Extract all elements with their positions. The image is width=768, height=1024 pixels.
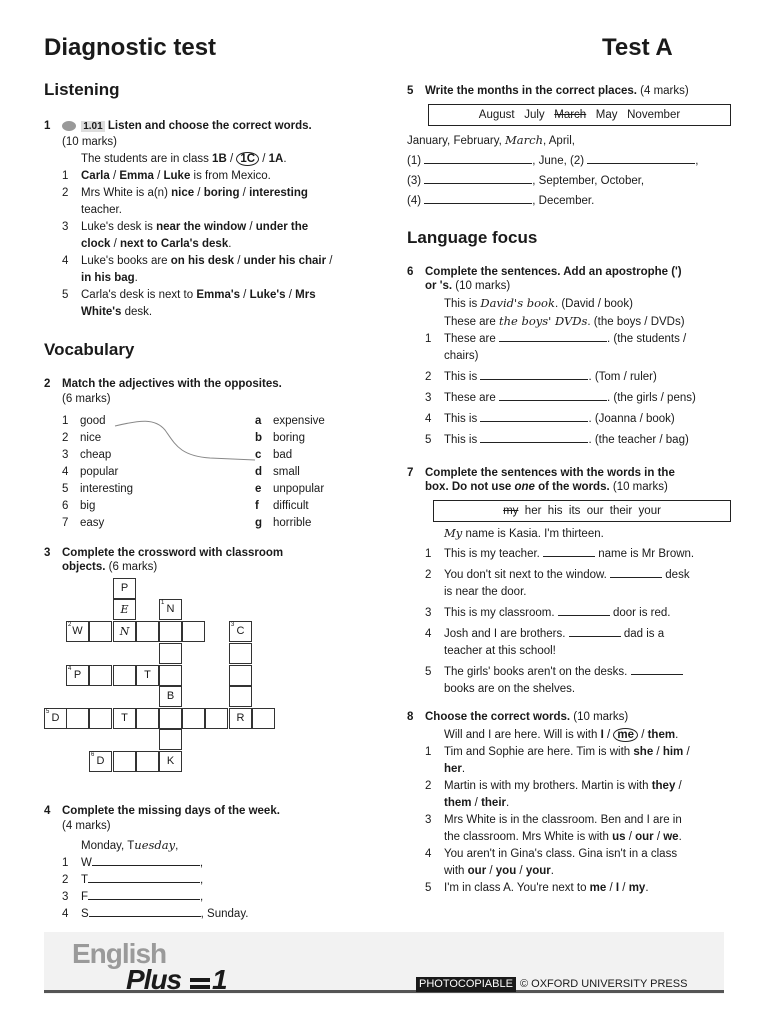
- q2-left-3: 3 cheap: [62, 449, 112, 461]
- crossword-cell[interactable]: [182, 708, 205, 729]
- listening-heading: Listening: [44, 80, 120, 99]
- q6-item-1: 1 These are . (the students / chairs): [425, 333, 687, 362]
- q7-item-1: 1 This is my teacher. name is Mr Brown.: [425, 548, 695, 560]
- answer-blank[interactable]: [480, 433, 588, 443]
- q1-marks: (10 marks): [62, 136, 117, 148]
- crossword-cell[interactable]: E: [113, 599, 136, 620]
- answer-blank[interactable]: [88, 873, 200, 883]
- crossword-cell[interactable]: [66, 708, 89, 729]
- crossword-cell[interactable]: 6 D: [89, 751, 112, 772]
- q2-left-2: 2 nice: [62, 432, 102, 444]
- logo-bar: [190, 985, 210, 989]
- q4-item-3: 3 F ,: [62, 891, 204, 903]
- q1-item-4: 4 Luke's books are on his desk / under his chair / in his bag.: [62, 255, 333, 284]
- crossword-cell[interactable]: 1 N: [159, 599, 182, 620]
- question-8: 8 Choose the correct words. (10 marks) Will and I are here. Will is with I / me / them. 1 Tim and Sophie are here. Tim is with she / him / her. 2 Martin is with my brothers. Martin is with they / them / their. 3 Mrs White is in the classroom. Ben and I are in the classroom. Mrs White is with us / our / we. 4 You aren't in Gina's class. Gina isn't in a class with our / you / your. 5 I'm in class A. You're next to me / I / my.: [407, 710, 737, 897]
- q5-lines: January, February, March, April, (1) , June, (2) , (3) , September, October, (4) , December.: [407, 133, 699, 207]
- q2-right-f: f difficult: [255, 500, 309, 512]
- q8-item-3: 3 Mrs White is in the classroom. Ben and I are in the classroom. Mrs White is with us / our / we.: [425, 814, 682, 843]
- answer-blank[interactable]: [480, 412, 588, 422]
- crossword-cell[interactable]: [252, 708, 275, 729]
- answer-blank[interactable]: [89, 907, 201, 917]
- logo-plus: Plus: [126, 964, 182, 995]
- q8-item-1: 1 Tim and Sophie are here. Tim is with she / him / her.: [425, 746, 690, 775]
- q7-item-5: 5 The girls' books aren't on the desks. books are on the shelves.: [407, 664, 737, 698]
- q4-item-2: 2 T ,: [62, 874, 204, 886]
- answer-blank[interactable]: [558, 606, 610, 616]
- crossword-cell[interactable]: [229, 665, 252, 686]
- crossword-cell[interactable]: [89, 621, 112, 642]
- q2-left-6: 6 big: [62, 500, 96, 512]
- q7-item-4: 4 Josh and I are brothers. dad is a teacher at this school!: [425, 628, 665, 657]
- photocopiable-badge: PHOTOCOPIABLE: [416, 977, 516, 992]
- question-5: 5 Write the months in the correct places. (4 marks): [407, 85, 689, 97]
- q1-item-2: 2 Mrs White is a(n) nice / boring / interesting teacher.: [62, 187, 308, 216]
- q5-word-box: August July March May November: [428, 104, 731, 126]
- q7-items: My name is Kasia. I'm thirteen. 1 This is my teacher. name is Mr Brown. 2 You don't sit next to the window. desk is near the door. 3 This is my classroom. door is red. 4 Josh and I are brothers. dad is a teacher at this school! 5 The girls' books aren't on the desks. books are on the shelves.: [407, 525, 737, 698]
- answer-blank[interactable]: [610, 568, 662, 578]
- logo-level: 1: [212, 964, 228, 995]
- crossword-cell[interactable]: N: [113, 621, 136, 642]
- crossword-cell[interactable]: [136, 708, 159, 729]
- answer-blank[interactable]: [480, 370, 588, 380]
- answer-blank[interactable]: [543, 547, 595, 557]
- q7-item-2: 2 You don't sit next to the window. desk is near the door.: [425, 569, 690, 598]
- q1-item-3: 3 Luke's desk is near the window / under the clock / next to Carla's desk.: [62, 221, 309, 250]
- question-7: 7 Complete the sentences with the words in the box. Do not use one of the words. (10 marks): [407, 467, 675, 493]
- q7-word-box: my her his its our their your: [433, 500, 731, 522]
- crossword-cell[interactable]: K: [159, 751, 182, 772]
- q4-item-1: 1 W ,: [62, 857, 204, 869]
- logo-english: English: [72, 938, 167, 969]
- answer-blank[interactable]: [424, 154, 532, 164]
- crossword-cell[interactable]: [159, 708, 182, 729]
- answer-blank[interactable]: [587, 154, 695, 164]
- q2-right-a: a expensive: [255, 415, 325, 427]
- q1-instruction: Listen and choose the correct words.: [107, 120, 312, 132]
- crossword-cell[interactable]: R: [229, 708, 252, 729]
- q6-item-3: 3 These are . (the girls / pens): [425, 392, 696, 404]
- audio-icon[interactable]: [62, 121, 76, 131]
- question-6: 6 Complete the sentences. Add an apostrophe (') or 's. (10 marks) This is David's book. (David / book) These are the boys' DVDs. (the boys / DVDs) 1 These are . (the students / chairs) 2 This is . (Tom / ruler) 3 These are . (the girls / pens) 4 This is . (Joanna / book) 5 This is . (the teacher / bag): [407, 265, 737, 449]
- q2-left-1: 1 good: [62, 415, 106, 427]
- crossword-cell[interactable]: [159, 621, 182, 642]
- crossword-cell[interactable]: 3 C: [229, 621, 252, 642]
- crossword-cell[interactable]: P: [113, 578, 136, 599]
- q2-right-e: e unpopular: [255, 483, 325, 495]
- q2-right-g: g horrible: [255, 517, 312, 529]
- crossword-cell[interactable]: B: [159, 686, 182, 707]
- q2-left-5: 5 interesting: [62, 483, 134, 495]
- crossword-cell[interactable]: [89, 708, 112, 729]
- test-label: Test A: [602, 34, 673, 61]
- answer-blank[interactable]: [88, 890, 200, 900]
- q1-item-5: 5 Carla's desk is next to Emma's / Luke's / Mrs White's desk.: [62, 289, 316, 318]
- question-3: 3 Complete the crossword with classroom objects. (6 marks): [44, 547, 284, 573]
- q1-item-1: 1 Carla / Emma / Luke is from Mexico.: [62, 170, 271, 182]
- q1-example: The students are in class 1B / 1C / 1A.: [81, 153, 287, 165]
- crossword-cell[interactable]: [229, 686, 252, 707]
- publisher: © OXFORD UNIVERSITY PRESS: [520, 978, 688, 990]
- q7-item-3: 3 This is my classroom. door is red.: [425, 607, 671, 619]
- crossword-cell[interactable]: 4 P: [66, 665, 89, 686]
- q2-right-list: [255, 413, 375, 532]
- q2-left-4: 4 popular: [62, 466, 119, 478]
- question-2: 2 Match the adjectives with the opposites. (6 marks): [44, 378, 282, 405]
- page-title: Diagnostic test: [44, 34, 217, 61]
- q2-left-7: 7 easy: [62, 517, 105, 529]
- q8-item-4: 4 You aren't in Gina's class. Gina isn't in a class with our / you / your.: [425, 848, 678, 877]
- q6-item-5: 5 This is . (the teacher / bag): [425, 434, 689, 446]
- crossword-cell[interactable]: [113, 665, 136, 686]
- q4-example: Monday, Tuesday,: [81, 838, 179, 852]
- answer-blank[interactable]: [569, 627, 621, 637]
- answer-blank[interactable]: [499, 332, 607, 342]
- answer-blank[interactable]: [499, 391, 607, 401]
- answer-blank[interactable]: [631, 665, 683, 675]
- crossword-cell[interactable]: 5 D: [44, 708, 67, 729]
- question-4: 4 Complete the missing days of the week. (4 marks) Monday, Tuesday, 1 W , 2 T , 3 F , 4 S , Sunday.: [44, 804, 374, 923]
- q2-right-b: b boring: [255, 432, 305, 444]
- crossword-cell[interactable]: [113, 751, 136, 772]
- question-1: [44, 119, 374, 321]
- answer-blank[interactable]: [92, 856, 200, 866]
- vocabulary-heading: Vocabulary: [44, 340, 135, 359]
- crossword-cell[interactable]: [159, 729, 182, 750]
- q4-item-4: 4 S , Sunday.: [62, 908, 249, 920]
- crossword-cell[interactable]: [182, 621, 205, 642]
- crossword-cell[interactable]: [136, 621, 159, 642]
- crossword-cell[interactable]: [205, 708, 228, 729]
- crossword-cell[interactable]: [136, 751, 159, 772]
- q2-right-c: c bad: [255, 449, 293, 461]
- q6-item-2: 2 This is . (Tom / ruler): [425, 371, 657, 383]
- crossword-cell[interactable]: [229, 643, 252, 664]
- q1-track: 1.01: [83, 121, 103, 132]
- answer-blank[interactable]: [424, 174, 532, 184]
- q8-item-2: 2 Martin is with my brothers. Martin is with they / them / their.: [425, 780, 682, 809]
- crossword-cell[interactable]: 2 W: [66, 621, 89, 642]
- crossword-cell[interactable]: T: [136, 665, 159, 686]
- crossword-cell[interactable]: [89, 665, 112, 686]
- q6-item-4: 4 This is . (Joanna / book): [425, 413, 675, 425]
- q8-example: Will and I are here. Will is with I / me / them.: [444, 729, 679, 741]
- language-focus-heading: Language focus: [407, 228, 538, 247]
- logo-bar: [190, 978, 210, 982]
- q1-number: 1: [44, 120, 51, 132]
- q2-match-line: [110, 418, 260, 463]
- q8-item-5: 5 I'm in class A. You're next to me / I / my.: [425, 882, 649, 894]
- answer-blank[interactable]: [424, 194, 532, 204]
- q2-right-d: d small: [255, 466, 300, 478]
- crossword-cell[interactable]: [159, 665, 182, 686]
- crossword-cell[interactable]: T: [113, 708, 136, 729]
- crossword-cell[interactable]: [159, 643, 182, 664]
